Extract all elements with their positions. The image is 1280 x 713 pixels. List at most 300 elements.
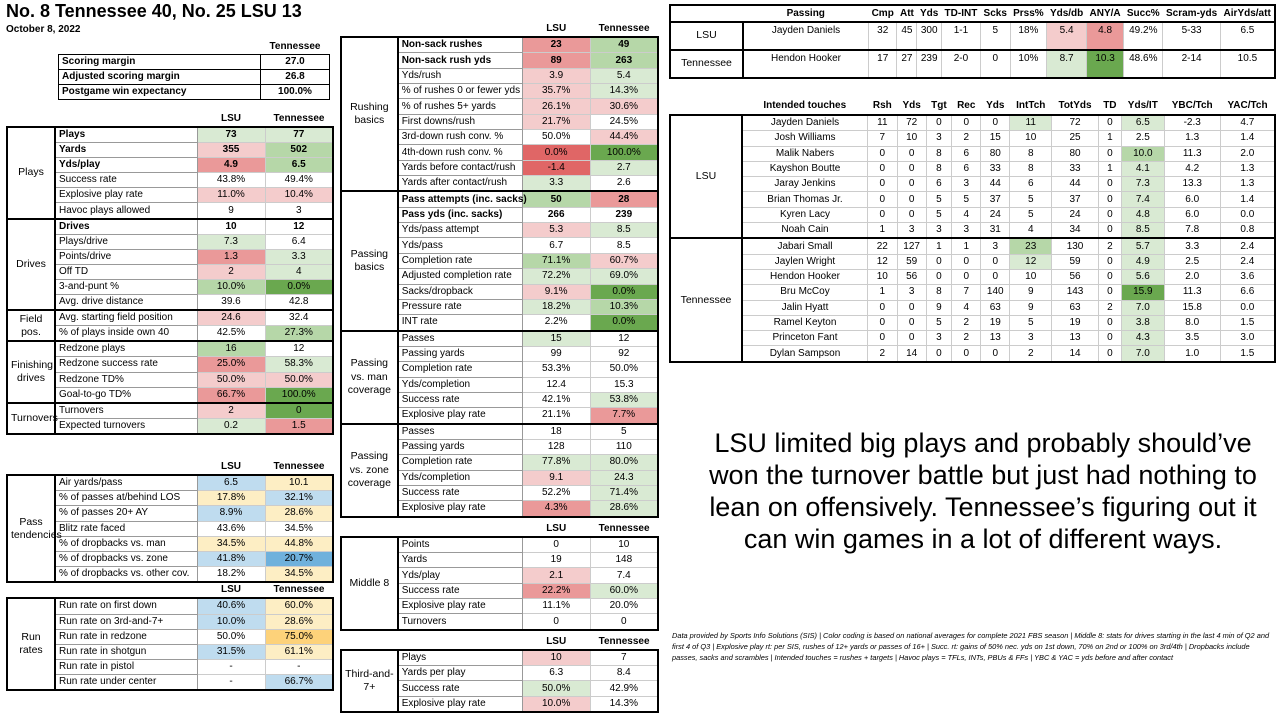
col-lsu: LSU: [221, 461, 241, 472]
touch-cell: 0: [868, 315, 898, 330]
col-lsu: LSU: [546, 522, 567, 534]
touch-cell: 3.5: [1164, 331, 1220, 346]
touch-cell: 6.0: [1164, 192, 1220, 207]
touch-cell: 3: [926, 223, 952, 239]
tennessee-value: 5: [590, 424, 658, 440]
touch-cell: 1.0: [1164, 346, 1220, 362]
commentary-text: LSU limited big plays and probably should’ve won the turnover battle but just had nothing to lean on offensively. Tennessee’s figuring out it can win games in a lot of different ways.: [709, 428, 1257, 554]
tennessee-value: 71.4%: [590, 485, 658, 500]
lsu-value: 22.2%: [522, 583, 590, 598]
lsu-value: -: [197, 660, 265, 675]
stat-label: Yards before contact/rush: [398, 160, 523, 175]
stat-label: Yds/completion: [398, 470, 523, 485]
lsu-value: 66.7%: [197, 387, 265, 403]
passing-col-header: Prss%: [1013, 7, 1044, 19]
lsu-value: 0.2: [197, 418, 265, 434]
tennessee-value: 1.5: [265, 418, 333, 434]
tennessee-value: 14.3%: [590, 84, 658, 99]
lsu-value: 2.2%: [522, 315, 590, 331]
summary-row: [59, 85, 330, 100]
touch-cell: 19: [1052, 315, 1099, 330]
lsu-value: 1.3: [197, 249, 265, 264]
lsu-value: 18.2%: [522, 299, 590, 314]
touch-cell: 2.4: [1220, 238, 1275, 254]
touch-cell: Jalin Hyatt: [742, 300, 868, 315]
touches-col-header: YAC/Tch: [1227, 100, 1268, 111]
section-label: Drives: [7, 219, 55, 311]
tennessee-value: 148: [590, 553, 658, 568]
stat-label: Havoc plays allowed: [55, 203, 197, 219]
lsu-value: 99: [522, 346, 590, 361]
touch-cell: -2.3: [1164, 115, 1220, 131]
touch-cell: 3.6: [1220, 269, 1275, 284]
touch-cell: 3: [952, 177, 981, 192]
passing-cell: 48.6%: [1124, 50, 1163, 78]
touch-cell: 11: [868, 115, 898, 131]
touch-cell: 2.0: [1164, 269, 1220, 284]
lsu-value: 355: [197, 143, 265, 158]
lsu-value: 50.0%: [522, 130, 590, 145]
stat-label: Yds/pass: [398, 238, 523, 253]
touch-cell: 14: [897, 346, 926, 362]
stat-label: Success rate: [398, 583, 523, 598]
touch-cell: Kayshon Boutte: [742, 161, 868, 176]
stat-label: Pressure rate: [398, 299, 523, 314]
touch-cell: 0: [1098, 331, 1121, 346]
touch-cell: 1: [952, 238, 981, 254]
touches-col-header: TD: [1103, 100, 1117, 111]
lsu-value: 50.0%: [522, 681, 590, 696]
tennessee-value: 77: [265, 127, 333, 143]
touch-cell: 11.3: [1164, 285, 1220, 300]
touch-cell: Jabari Small: [742, 238, 868, 254]
touch-row: [670, 177, 1275, 192]
passing-col-header: ANY/A: [1089, 7, 1121, 19]
stat-label: 3-and-punt %: [55, 279, 197, 294]
touch-cell: 3.8: [1121, 315, 1164, 330]
touch-cell: Jaylen Wright: [742, 254, 868, 269]
passing-cell: 4.8: [1086, 22, 1123, 50]
touch-cell: 0: [1098, 254, 1121, 269]
stat-label: % of passes at/behind LOS: [55, 491, 197, 506]
touch-cell: 2: [952, 331, 981, 346]
passing-table: [669, 4, 1276, 79]
touch-cell: 2: [1098, 238, 1121, 254]
touch-cell: 3: [926, 331, 952, 346]
touches-col-header: Yds: [902, 100, 921, 111]
touch-cell: 15.9: [1121, 285, 1164, 300]
stat-row: [7, 188, 333, 203]
tennessee-value: 50.0%: [265, 372, 333, 387]
touch-cell: 13: [1052, 331, 1099, 346]
tennessee-value: 6.5: [265, 158, 333, 173]
passing-col-header: Scram-yds: [1166, 7, 1218, 19]
stat-label: Redzone TD%: [55, 372, 197, 387]
lsu-value: 9.1%: [522, 284, 590, 299]
touch-cell: 2: [952, 315, 981, 330]
tennessee-value: 100.0%: [590, 145, 658, 160]
touch-cell: 8: [1010, 146, 1052, 161]
stat-label: Yds/play: [55, 158, 197, 173]
header-row: [7, 112, 333, 127]
section-label: Plays: [7, 127, 55, 219]
tennessee-value: 12: [265, 341, 333, 357]
tennessee-value: 60.0%: [590, 583, 658, 598]
stat-label: Explosive play rate: [398, 696, 523, 712]
lsu-value: 52.2%: [522, 485, 590, 500]
tennessee-value: 0: [590, 614, 658, 630]
lsu-value: 7.3: [197, 234, 265, 249]
tennessee-value: 32.4: [265, 310, 333, 326]
col-tennessee: Tennessee: [598, 23, 650, 34]
col-lsu: LSU: [546, 23, 567, 34]
stat-label: Yds/play: [398, 568, 523, 583]
touch-cell: 3: [981, 238, 1010, 254]
touch-cell: 5: [1010, 192, 1052, 207]
touch-cell: 6.5: [1121, 115, 1164, 131]
touch-cell: 19: [981, 315, 1010, 330]
touch-cell: 0: [868, 177, 898, 192]
touch-cell: 13: [981, 331, 1010, 346]
touch-cell: Ramel Keyton: [742, 315, 868, 330]
stat-label: Air yards/pass: [55, 475, 197, 491]
touch-row: [670, 285, 1275, 300]
touch-row: [670, 146, 1275, 161]
tennessee-value: 28: [590, 191, 658, 207]
section-label: Third-and-7+: [341, 650, 398, 712]
lsu-value: 3.3: [522, 176, 590, 192]
tennessee-value: 58.3%: [265, 357, 333, 372]
stats-table: [340, 22, 659, 518]
lsu-value: 6.5: [197, 475, 265, 491]
lsu-value: 43.6%: [197, 521, 265, 536]
stat-row: [7, 491, 333, 506]
lsu-value: 19: [522, 553, 590, 568]
touch-cell: 5: [926, 315, 952, 330]
touch-row: [670, 223, 1275, 239]
header-row: [341, 635, 658, 650]
touch-cell: 1.5: [1220, 346, 1275, 362]
touch-cell: 11: [1010, 115, 1052, 131]
touch-cell: 5.7: [1121, 238, 1164, 254]
touch-cell: 23: [1010, 238, 1052, 254]
touch-cell: 0: [926, 269, 952, 284]
tennessee-value: 10.3%: [590, 299, 658, 314]
touch-cell: 10: [868, 269, 898, 284]
col-tennessee: Tennessee: [273, 461, 325, 472]
touch-cell: 6.0: [1164, 207, 1220, 222]
stat-label: Expected turnovers: [55, 418, 197, 434]
touch-cell: Bru McCoy: [742, 285, 868, 300]
touch-cell: 0: [1098, 346, 1121, 362]
lsu-value: -: [197, 675, 265, 691]
touch-cell: 1: [1098, 131, 1121, 146]
touch-cell: 8: [926, 146, 952, 161]
touch-cell: 143: [1052, 285, 1099, 300]
touch-cell: 4.7: [1220, 115, 1275, 131]
lsu-value: 3.9: [522, 68, 590, 83]
header-row: [341, 22, 658, 37]
stat-label: Success rate: [55, 173, 197, 188]
touch-cell: 24: [1052, 207, 1099, 222]
stat-label: First downs/rush: [398, 114, 523, 129]
touch-cell: 6: [952, 161, 981, 176]
touch-cell: 13.3: [1164, 177, 1220, 192]
lsu-value: 34.5%: [197, 536, 265, 551]
touch-cell: 0: [952, 115, 981, 131]
stat-label: % of dropbacks vs. zone: [55, 551, 197, 566]
stat-row: [7, 249, 333, 264]
stat-label: Plays: [398, 650, 523, 666]
stat-label: INT rate: [398, 315, 523, 331]
touch-cell: 0: [981, 115, 1010, 131]
stat-row: [7, 341, 333, 357]
team-label: Tennessee: [670, 50, 743, 78]
tennessee-value: 239: [590, 207, 658, 222]
lsu-value: 10: [197, 219, 265, 235]
stat-label: Avg. starting field position: [55, 310, 197, 326]
stat-label: % of dropbacks vs. man: [55, 536, 197, 551]
touch-row: [670, 115, 1275, 131]
stat-row: [7, 357, 333, 372]
lsu-value: 89: [522, 53, 590, 68]
touch-cell: 3: [897, 285, 926, 300]
touch-cell: 25: [1052, 131, 1099, 146]
touch-cell: 8: [1010, 161, 1052, 176]
stat-label: Success rate: [398, 392, 523, 407]
stat-label: Yds/rush: [398, 68, 523, 83]
tennessee-value: 24.3: [590, 470, 658, 485]
touch-cell: 1.5: [1220, 315, 1275, 330]
lsu-value: 71.1%: [522, 253, 590, 268]
tennessee-value: 24.5%: [590, 114, 658, 129]
touch-cell: Jayden Daniels: [742, 115, 868, 131]
lsu-value: 26.1%: [522, 99, 590, 114]
stat-row: [7, 475, 333, 491]
touch-cell: 2: [1098, 300, 1121, 315]
stat-label: Pass attempts (inc. sacks): [398, 191, 523, 207]
touch-cell: 0: [897, 161, 926, 176]
stats-table: [6, 460, 334, 583]
lsu-value: 25.0%: [197, 357, 265, 372]
stat-label: Redzone plays: [55, 341, 197, 357]
stat-label: Run rate on first down: [55, 598, 197, 614]
lsu-value: 40.6%: [197, 598, 265, 614]
stat-label: 4th-down rush conv. %: [398, 145, 523, 160]
stat-row: [7, 203, 333, 219]
stat-label: Run rate in shotgun: [55, 644, 197, 659]
touch-cell: 1.4: [1220, 192, 1275, 207]
section-label: Pass tendencies: [7, 475, 55, 582]
section-label: Finishing drives: [7, 341, 55, 402]
stat-label: Off TD: [55, 264, 197, 279]
touch-cell: 10: [1010, 131, 1052, 146]
passing-cell: 10%: [1010, 50, 1047, 78]
stat-label: Plays/drive: [55, 234, 197, 249]
touch-cell: 7: [868, 131, 898, 146]
touches-col-header: YBC/Tch: [1171, 100, 1213, 111]
passing-cell: 2-0: [941, 50, 980, 78]
touch-cell: 0: [926, 254, 952, 269]
header-row: [341, 522, 658, 537]
stat-row: [7, 127, 333, 143]
stat-label: Yards: [55, 143, 197, 158]
touch-row: [670, 346, 1275, 362]
touch-cell: 4.3: [1121, 331, 1164, 346]
summary-row: [59, 70, 330, 85]
touch-cell: 1: [1098, 161, 1121, 176]
touch-cell: 0: [868, 300, 898, 315]
passing-col-header: Yds/db: [1049, 7, 1084, 19]
tennessee-value: 12: [265, 219, 333, 235]
touches-col-header: Rec: [957, 100, 976, 111]
stats-table: [6, 583, 334, 691]
col-tennessee: Tennessee: [273, 113, 325, 124]
passing-row: [670, 50, 1275, 78]
stat-label: Passes: [398, 424, 523, 440]
stat-row: [7, 551, 333, 566]
stat-label: Avg. drive distance: [55, 295, 197, 311]
stat-label: Passes: [398, 331, 523, 347]
touch-cell: 10: [1010, 269, 1052, 284]
touch-cell: 0: [897, 300, 926, 315]
passing-cell: 5: [980, 22, 1010, 50]
passing-cell: 0: [980, 50, 1010, 78]
tennessee-value: 0: [265, 403, 333, 419]
touch-cell: 7.3: [1121, 177, 1164, 192]
touch-cell: 3.3: [1164, 238, 1220, 254]
section-label: Rushing basics: [341, 37, 398, 191]
touch-cell: 2: [952, 131, 981, 146]
stat-row: [7, 143, 333, 158]
lsu-value: 50.0%: [197, 372, 265, 387]
touches-header: [670, 98, 1275, 115]
passing-cell: 17: [869, 50, 897, 78]
stat-row: [7, 644, 333, 659]
stat-label: Completion rate: [398, 455, 523, 470]
passing-cell: 2-14: [1163, 50, 1221, 78]
touch-cell: 2.0: [1220, 146, 1275, 161]
touch-cell: 59: [1052, 254, 1099, 269]
touch-cell: 1.3: [1220, 177, 1275, 192]
touch-cell: 31: [981, 223, 1010, 239]
stat-label: Redzone success rate: [55, 357, 197, 372]
lsu-value: -1.4: [522, 160, 590, 175]
tennessee-value: 15.3: [590, 377, 658, 392]
col-lsu: LSU: [221, 113, 241, 124]
touches-col-header: Yds: [986, 100, 1005, 111]
stat-label: Turnovers: [398, 614, 523, 630]
lsu-value: 11.0%: [197, 188, 265, 203]
touch-cell: 0.0: [1220, 207, 1275, 222]
stat-label: Explosive play rate: [55, 188, 197, 203]
touch-row: [670, 254, 1275, 269]
stat-label: Turnovers: [55, 403, 197, 419]
touches-col-header: TotYds: [1058, 100, 1092, 111]
lsu-value: 0: [522, 537, 590, 553]
touch-cell: 37: [981, 192, 1010, 207]
page-title: No. 8 Tennessee 40, No. 25 LSU 13: [6, 1, 302, 21]
touch-cell: Hendon Hooker: [742, 269, 868, 284]
tennessee-value: 10.4%: [265, 188, 333, 203]
stat-row: [341, 537, 658, 553]
touch-cell: 24: [981, 207, 1010, 222]
tennessee-value: 34.5%: [265, 521, 333, 536]
tennessee-value: 6.4: [265, 234, 333, 249]
touch-cell: 0: [868, 161, 898, 176]
tennessee-value: 49.4%: [265, 173, 333, 188]
touch-cell: 3: [1010, 331, 1052, 346]
touch-cell: 11.3: [1164, 146, 1220, 161]
lsu-value: 10.0%: [197, 279, 265, 294]
lsu-value: 9: [197, 203, 265, 219]
tennessee-value: 100.0%: [265, 387, 333, 403]
lsu-value: 15: [522, 331, 590, 347]
stat-row: [7, 310, 333, 326]
summary-value: 27.0: [261, 55, 330, 70]
touch-cell: 8.5: [1121, 223, 1164, 239]
tennessee-value: 14.3%: [590, 696, 658, 712]
stat-row: [7, 675, 333, 691]
passing-cell: 1-1: [941, 22, 980, 50]
touch-row: [670, 161, 1275, 176]
touch-cell: 0: [981, 346, 1010, 362]
touch-cell: 6: [1010, 177, 1052, 192]
stat-row: [341, 424, 658, 440]
passing-cell: 32: [869, 22, 897, 50]
touch-row: [670, 207, 1275, 222]
summary-row: [59, 55, 330, 70]
touch-cell: 7: [952, 285, 981, 300]
stat-label: Explosive play rate: [398, 599, 523, 614]
touch-cell: 2.5: [1121, 131, 1164, 146]
touch-cell: 7.4: [1121, 192, 1164, 207]
stat-row: [341, 37, 658, 53]
stat-label: % of dropbacks vs. other cov.: [55, 567, 197, 583]
touch-cell: 37: [1052, 192, 1099, 207]
tennessee-value: 7.4: [590, 568, 658, 583]
tennessee-value: 8.4: [590, 666, 658, 681]
lsu-value: 128: [522, 439, 590, 454]
tennessee-value: 12: [590, 331, 658, 347]
passing-cell: 10.5: [1220, 50, 1275, 78]
passing-col-header: Passing: [786, 7, 825, 19]
tennessee-value: 8.5: [590, 223, 658, 238]
touch-cell: 56: [1052, 269, 1099, 284]
touch-row: [670, 315, 1275, 330]
touch-row: [670, 269, 1275, 284]
tennessee-value: 53.8%: [590, 392, 658, 407]
touch-cell: 5.6: [1121, 269, 1164, 284]
touch-cell: 33: [981, 161, 1010, 176]
stats-table: [6, 112, 334, 435]
stat-row: [7, 660, 333, 675]
passing-header: [670, 5, 1275, 22]
touch-cell: 15: [981, 131, 1010, 146]
stat-row: [7, 158, 333, 173]
touch-cell: 80: [1052, 146, 1099, 161]
touch-cell: 4: [952, 300, 981, 315]
lsu-value: 16: [197, 341, 265, 357]
stat-row: [7, 506, 333, 521]
tennessee-value: 60.0%: [265, 598, 333, 614]
touch-cell: 5: [1010, 207, 1052, 222]
tennessee-value: 7: [590, 650, 658, 666]
tennessee-value: 30.6%: [590, 99, 658, 114]
touch-cell: 10.0: [1121, 146, 1164, 161]
lsu-value: 17.8%: [197, 491, 265, 506]
touch-cell: 8.0: [1164, 315, 1220, 330]
